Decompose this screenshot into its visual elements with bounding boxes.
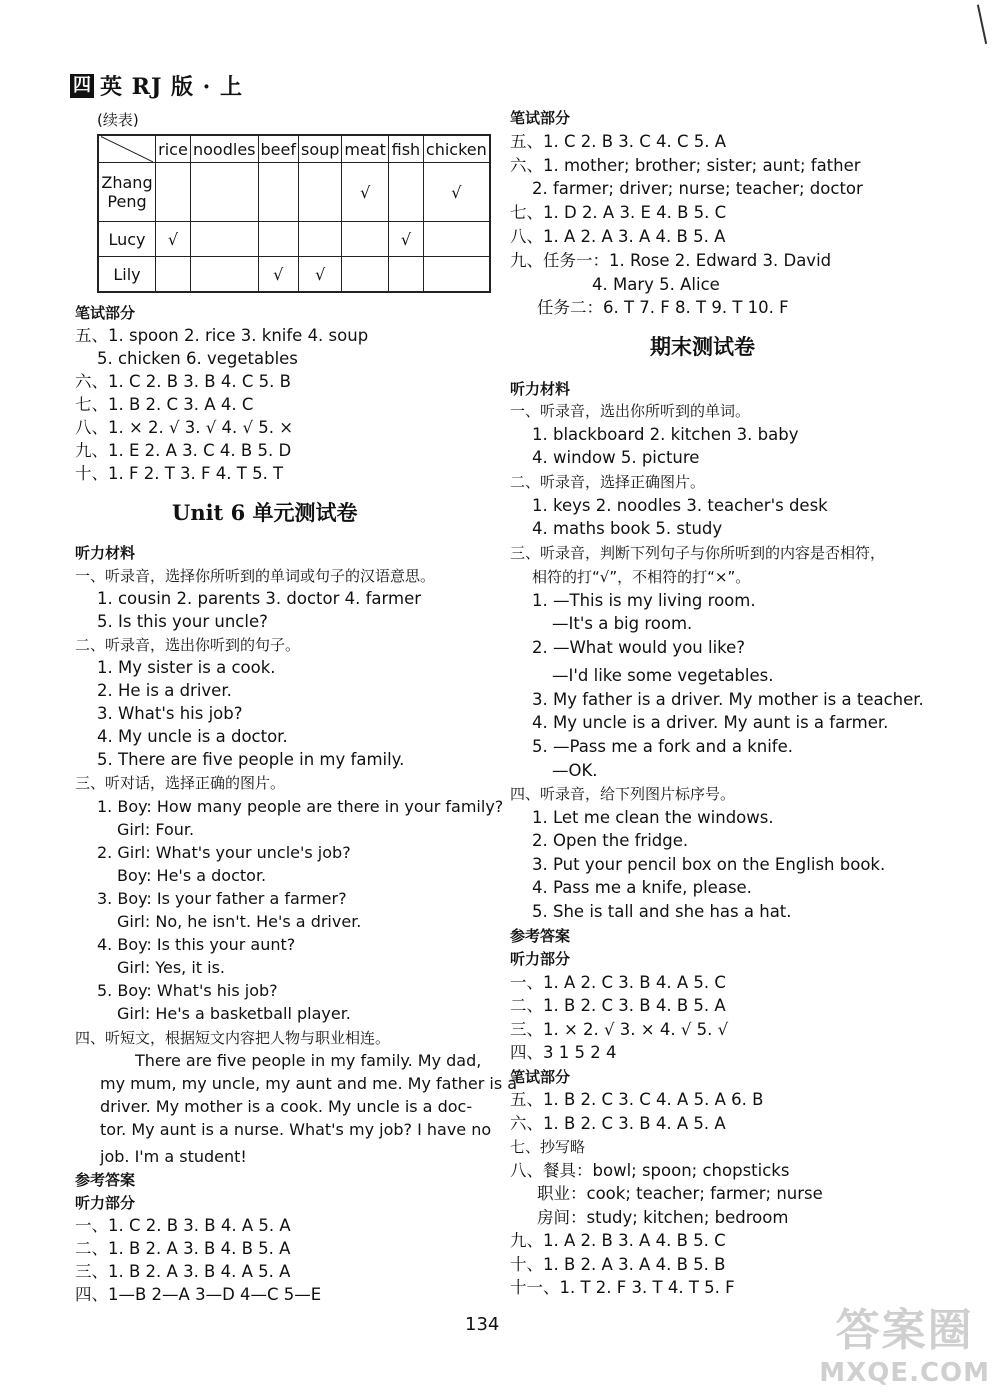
col-header: fish — [388, 135, 423, 163]
answer-line: 5. chicken 6. vegetables — [97, 349, 298, 368]
table-cell — [258, 222, 298, 257]
table-cell — [298, 222, 341, 257]
content-line: 1. Boy: How many people are there in your family? — [97, 797, 504, 816]
answer-line: 二、1. B 2. C 3. B 4. B 5. A — [510, 996, 726, 1015]
answer-line: 五、1. spoon 2. rice 3. knife 4. soup — [75, 326, 369, 345]
answer-line: 2. farmer; driver; nurse; teacher; doctor — [532, 179, 863, 198]
content-line: 3. Put your pencil box on the English book. — [532, 855, 886, 874]
answer-line: 三、1. B 2. A 3. B 4. A 5. A — [75, 1262, 291, 1281]
watermark-logo: 答案圈 — [835, 1305, 974, 1356]
table-cell — [423, 222, 489, 257]
passage-line: tor. My aunt is a nurse. What's my job? I have no — [100, 1120, 492, 1139]
answer-line: 四、3 1 5 2 4 — [510, 1043, 617, 1062]
table-cell — [191, 257, 259, 293]
answer-line: 六、1. mother; brother; sister; aunt; father — [510, 156, 861, 175]
content-line: 1. My sister is a cook. — [97, 658, 276, 677]
table-cell — [298, 163, 341, 222]
row-name: Lily — [98, 257, 156, 293]
section-heading: 听力部分 — [510, 950, 571, 968]
content-line: 4. My uncle is a driver. My aunt is a farmer. — [532, 713, 889, 732]
content-line: 2. Open the fridge. — [532, 831, 689, 850]
table-row — [98, 163, 490, 222]
page-edge-mark — [977, 4, 990, 44]
content-line: 4. window 5. picture — [532, 448, 700, 467]
passage-line: job. I'm a student! — [100, 1147, 247, 1166]
content-line: 1. Let me clean the windows. — [532, 808, 774, 827]
answer-line: 一、1. A 2. C 3. B 4. A 5. C — [510, 973, 726, 992]
content-line: 5. She is tall and she has a hat. — [532, 902, 792, 921]
page-number: 134 — [465, 1314, 500, 1335]
table-cell — [258, 163, 298, 222]
question-line: 四、听短文，根据短文内容把人物与职业相连。 — [75, 1029, 391, 1047]
content-line: Girl: Four. — [117, 820, 195, 839]
content-line: Girl: No, he isn't. He's a driver. — [117, 912, 362, 931]
table-cell: √ — [298, 257, 341, 293]
section-heading: 听力材料 — [510, 380, 571, 398]
answer-line: 八、1. × 2. √ 3. √ 4. √ 5. × — [75, 418, 294, 437]
section-heading: 参考答案 — [510, 927, 571, 945]
answer-line: 六、1. B 2. C 3. B 4. A 5. A — [510, 1114, 726, 1133]
table-cell — [342, 257, 389, 293]
table-cell: √ — [258, 257, 298, 293]
content-line: —It's a big room. — [552, 614, 693, 633]
answer-line: 八、1. A 2. A 3. A 4. B 5. A — [510, 227, 726, 246]
section-heading: 笔试部分 — [75, 304, 136, 322]
content-line: 5. —Pass me a fork and a knife. — [532, 737, 794, 756]
table-cell: √ — [388, 222, 423, 257]
section-heading: 参考答案 — [75, 1171, 136, 1189]
content-line: 4. Boy: Is this your aunt? — [97, 935, 296, 954]
unit-title: Unit 6 单元测试卷 — [172, 500, 358, 525]
content-line: 1. cousin 2. parents 3. doctor 4. farmer — [97, 589, 422, 608]
passage-line: There are five people in my family. My dad, — [135, 1051, 482, 1070]
answer-line: 职业：cook; teacher; farmer; nurse — [537, 1184, 823, 1203]
table-cell — [191, 222, 259, 257]
answer-line: 五、1. B 2. C 3. C 4. A 5. A 6. B — [510, 1090, 764, 1109]
answer-line: 九、1. E 2. A 3. C 4. B 5. D — [75, 441, 292, 460]
section-heading: 笔试部分 — [510, 109, 571, 127]
answer-line: 四、1—B 2—A 3—D 4—C 5—E — [75, 1285, 322, 1304]
question-line: 一、听录音，选择你所听到的单词或句子的汉语意思。 — [75, 567, 436, 585]
content-line: 3. What's his job? — [97, 704, 243, 723]
content-line: 1. blackboard 2. kitchen 3. baby — [532, 425, 799, 444]
question-line: 四、听录音，给下列图片标序号。 — [510, 785, 736, 803]
content-line: 3. My father is a driver. My mother is a teacher. — [532, 690, 924, 709]
content-line: Boy: He's a doctor. — [117, 866, 267, 885]
content-line: —I'd like some vegetables. — [552, 666, 774, 685]
table-row — [98, 222, 490, 257]
table-cell — [423, 257, 489, 293]
answer-line: 六、1. C 2. B 3. B 4. C 5. B — [75, 372, 291, 391]
question-line: 三、听对话，选择正确的图片。 — [75, 774, 286, 792]
row-name: Zhang Peng — [98, 163, 156, 222]
question-line: 二、听录音，选出你听到的句子。 — [75, 636, 301, 654]
content-line: 5. Boy: What's his job? — [97, 981, 278, 1000]
answer-line: 十一、1. T 2. F 3. T 4. T 5. F — [510, 1278, 735, 1297]
table-cell: √ — [423, 163, 489, 222]
col-header: noodles — [191, 135, 259, 163]
content-line: 2. —What would you like? — [532, 638, 746, 657]
question-line: 二、听录音，选择正确图片。 — [510, 473, 706, 491]
table-note: (续表) — [97, 111, 139, 129]
col-header: meat — [342, 135, 389, 163]
grade-badge: 四 — [70, 74, 94, 98]
question-line: 一、听录音，选出你所听到的单词。 — [510, 402, 751, 420]
passage-line: driver. My mother is a cook. My uncle is a doc- — [100, 1097, 473, 1116]
col-header: chicken — [423, 135, 489, 163]
table-cell — [156, 257, 191, 293]
answer-line: 七、1. B 2. C 3. A 4. C — [75, 395, 254, 414]
table-cell — [388, 257, 423, 293]
col-header: beef — [258, 135, 298, 163]
table-cell: √ — [156, 222, 191, 257]
row-name: Lucy — [98, 222, 156, 257]
answer-line: 十、1. B 2. A 3. A 4. B 5. B — [510, 1255, 726, 1274]
section-heading: 听力部分 — [75, 1194, 136, 1212]
content-line: 1. —This is my living room. — [532, 591, 756, 610]
page-header — [70, 70, 243, 101]
table-row — [98, 257, 490, 293]
table-cell — [388, 163, 423, 222]
content-line: 2. He is a driver. — [97, 681, 232, 700]
answer-line: 一、1. C 2. B 3. B 4. A 5. A — [75, 1216, 291, 1235]
table-cell — [156, 163, 191, 222]
question-line: 相符的打“√”，不相符的打“×”。 — [532, 568, 751, 586]
content-line: Girl: He's a basketball player. — [117, 1004, 351, 1023]
content-line: Girl: Yes, it is. — [117, 958, 226, 977]
answer-line: 任务二：6. T 7. F 8. T 9. T 10. F — [537, 298, 789, 317]
table-cell — [191, 163, 259, 222]
section-heading: 笔试部分 — [510, 1068, 571, 1086]
food-table — [97, 134, 491, 293]
content-line: 5. There are five people in my family. — [97, 750, 405, 769]
answer-line: 五、1. C 2. B 3. C 4. C 5. A — [510, 132, 727, 151]
content-line: 3. Boy: Is your father a farmer? — [97, 889, 347, 908]
answer-line: 八、餐具：bowl; spoon; chopsticks — [510, 1161, 790, 1180]
section-heading: 听力材料 — [75, 544, 136, 562]
answer-line: 七、抄写略 — [510, 1138, 586, 1156]
content-line: —OK. — [552, 761, 598, 780]
question-line: 三、听录音，判断下列句子与你所听到的内容是否相符， — [510, 544, 886, 562]
content-line: 4. maths book 5. study — [532, 519, 723, 538]
table-corner — [98, 135, 156, 163]
answer-line: 七、1. D 2. A 3. E 4. B 5. C — [510, 203, 727, 222]
watermark — [819, 1294, 990, 1388]
passage-line: my mum, my uncle, my aunt and me. My father is a — [100, 1074, 518, 1093]
header-title: 英 RJ 版 · 上 — [100, 74, 243, 100]
content-line: 1. keys 2. noodles 3. teacher's desk — [532, 496, 828, 515]
content-line: 4. My uncle is a doctor. — [97, 727, 288, 746]
answer-line: 九、任务一：1. Rose 2. Edward 3. David — [510, 251, 832, 270]
content-line: 4. Pass me a knife, please. — [532, 878, 752, 897]
table-cell: √ — [342, 163, 389, 222]
answer-line: 三、1. × 2. √ 3. × 4. √ 5. √ — [510, 1020, 729, 1039]
content-line: 5. Is this your uncle? — [97, 612, 268, 631]
answer-line: 十、1. F 2. T 3. F 4. T 5. T — [75, 464, 284, 483]
col-header: rice — [156, 135, 191, 163]
answer-line: 房间：study; kitchen; bedroom — [537, 1208, 789, 1227]
answer-line: 4. Mary 5. Alice — [592, 275, 720, 294]
exam-title: 期末测试卷 — [650, 334, 755, 359]
answer-line: 九、1. A 2. B 3. A 4. B 5. C — [510, 1231, 726, 1250]
watermark-url: MXQE.COM — [819, 1358, 990, 1388]
table-cell — [342, 222, 389, 257]
answer-line: 二、1. B 2. A 3. B 4. B 5. A — [75, 1239, 291, 1258]
content-line: 2. Girl: What's your uncle's job? — [97, 843, 351, 862]
col-header: soup — [298, 135, 341, 163]
